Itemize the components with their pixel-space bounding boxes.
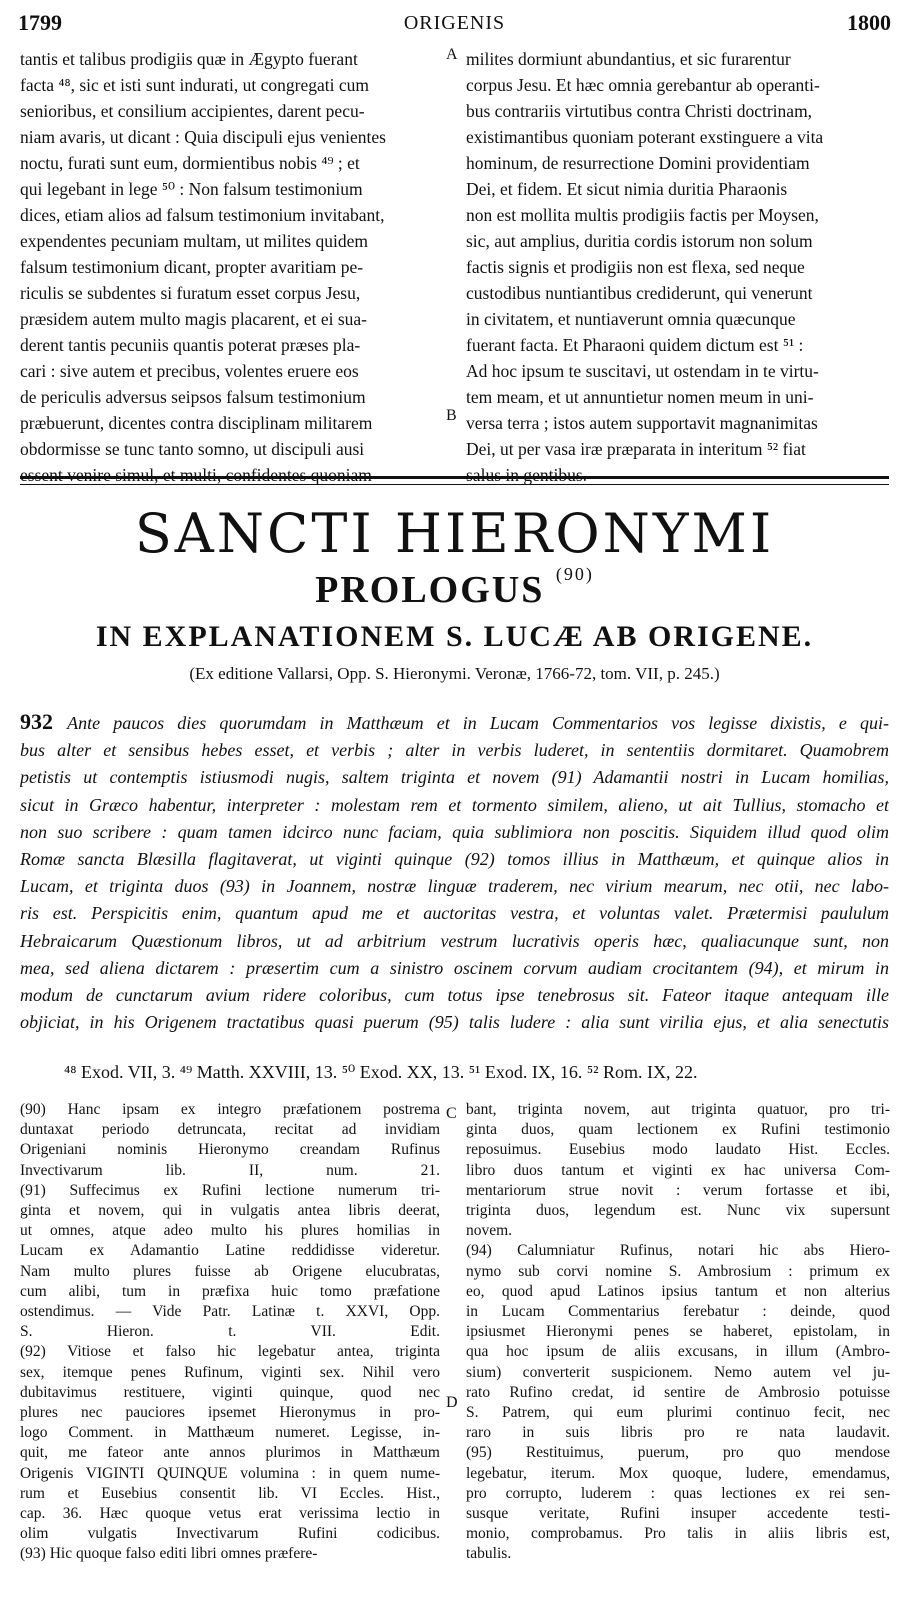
note-line: S. Hieron. t. VII. Edit. xyxy=(20,1323,440,1341)
notes-left-column xyxy=(20,1100,440,1565)
text-line: expendentes pecuniam multam, ut milites quidem xyxy=(20,231,368,251)
margin-marker-c: C xyxy=(446,1105,457,1122)
column-number-marker: 932 xyxy=(20,709,68,734)
note-line: (93) Hic quoque falso editi libri omnes præfere- xyxy=(20,1545,318,1563)
text-line: obdormisse se tunc tanto somno, ut discipuli ausi xyxy=(20,439,365,459)
prologue-line: bus alter et sensibus hebes esset, et verbis ; alter in verbis luderet, in sententiis dormitaret. Quamobrem xyxy=(20,740,889,761)
prologue-line: Hebraicarum Quæstionum libros, ut ad arbitrium vestrum lucrativis operis hæc, qualiacunque sunt, non xyxy=(20,930,889,951)
section-divider xyxy=(20,476,889,479)
text-line: Dei, ut per vasa iræ præparata in interitum ⁵² fiat xyxy=(466,439,806,459)
text-line: bus contrariis virtutibus contra Christi doctrinam, xyxy=(466,101,813,121)
text-line: facta ⁴⁸, sic et isti sunt indurati, ut congregati cum xyxy=(20,75,369,95)
note-line: (94) Calumniatur Rufinus, notari hic abs Hiero- xyxy=(466,1242,890,1260)
edition-note: (Ex editione Vallarsi, Opp. S. Hieronymi. Veronæ, 1766-72, tom. VII, p. 245.) xyxy=(189,664,720,683)
note-line: nymo sub corvi nomine S. Ambrosium : primum ex xyxy=(466,1262,890,1280)
title-line-1: SANCTI HIERONYMI xyxy=(134,502,775,565)
prologue-line-text: Ante paucos dies quorumdam in Matthæum et in Lucam Commentarios vos legisse dixistis, e qui- xyxy=(67,713,889,733)
note-line: cap. 36. Hæc quoque vetus erat verissima lectio in xyxy=(20,1505,440,1523)
note-line: ipsiusmet Hieronymi penes se haberet, epistolam, in xyxy=(466,1323,890,1341)
note-line: pro corrupto, luderem : quas lectiones ex rei sen- xyxy=(466,1484,890,1502)
prologue-line: petistis ut contemptis istiusmodi nugis, saltem triginta et novem (91) Adamantii nostri in Lucam homilias, xyxy=(20,767,889,788)
note-line: sium) converterit suspicionem. Nemo autem vel ju- xyxy=(466,1363,890,1381)
text-line: præsidem autem multo magis placarent, et ei sua- xyxy=(20,309,367,329)
section-divider-thin xyxy=(20,484,889,485)
text-line: riculis se subdentes si furatum esset corpus Jesu, xyxy=(20,283,361,303)
note-line: (90) Hanc ipsam ex integro præfationem postrema xyxy=(20,1101,440,1118)
margin-marker-b: B xyxy=(446,407,457,424)
note-line: libro duos tantum et viginti ex hac universa Com- xyxy=(466,1161,890,1179)
text-line: in civitatem, et nuntiaverunt omnia quæcunque xyxy=(466,309,796,329)
note-line: mentariorum strue novit : verum fortasse et ibi, xyxy=(466,1181,890,1199)
text-line: milites dormiunt abundantius, et sic furarentur xyxy=(466,49,791,69)
title-footnote-ref: (90) xyxy=(555,564,594,584)
note-line: dubitavimus restituere, viginti quinque, quod nec xyxy=(20,1383,440,1401)
top-right-column xyxy=(466,46,890,488)
note-line: legebatur, iterum. Mox quoque, ludere, emendamus, xyxy=(466,1464,890,1482)
note-line: eo, quod apud Latinos ipsius tantum et non alterius xyxy=(466,1282,890,1300)
note-line: Lucam ex Adamantio Latine reddidisse videretur. xyxy=(20,1242,440,1260)
text-line: existimantibus quoniam poterant exstinguere a vita xyxy=(466,127,824,147)
text-line: præbuerunt, dicentes contra disciplinam militarem xyxy=(20,413,373,433)
note-line: Origenis VIGINTI QUINQUE volumina : in quem nume- xyxy=(20,1464,440,1482)
note-line: logo Comment. in Matthæum numeret. Legisse, in- xyxy=(20,1424,440,1442)
running-header xyxy=(18,10,891,40)
margin-marker-a: A xyxy=(446,46,458,63)
prologue-line: Romæ sancta Blæsilla flagitaverat, ut viginti quinque (92) tomos illius in Matthæum, et quinque alios in xyxy=(20,849,889,870)
column-number-right: 1800 xyxy=(847,10,891,35)
text-line: versa terra ; istos autem supportavit magnanimitas xyxy=(466,413,818,433)
prologue-line: sicut in Græco habentur, interpreter : molestam rem et tormento similem, alieno, ut ait Tullius, stomacho et xyxy=(20,794,889,815)
note-line: cum alibi, tum in præfixa huic tomo præfatione xyxy=(20,1282,440,1300)
text-line: custodibus nuntiantibus crediderunt, qui venerunt xyxy=(466,283,813,303)
text-line: falsum testimonium dicant, propter avaritiam pe- xyxy=(20,257,364,277)
running-title: ORIGENIS xyxy=(403,12,506,34)
note-line: tabulis. xyxy=(466,1545,512,1563)
title-line-2 xyxy=(0,564,909,612)
notes-right-column xyxy=(466,1100,890,1565)
note-line: ginta et novem, qui in vulgatis antea libris deerat, xyxy=(20,1202,440,1220)
column-number-left: 1799 xyxy=(18,10,62,35)
note-line: qua hoc ipsum de aliis excusans, in illum (Ambro- xyxy=(466,1343,890,1361)
top-left-column xyxy=(20,46,442,488)
note-line: Invectivarum lib. II, num. 21. xyxy=(20,1161,440,1179)
text-line: non est mollita multis prodigiis factis per Moysen, xyxy=(466,205,819,225)
prologue-line: non suo scribere : quam tamen idcirco nunc faciam, quia sublimiora non poscitis. Siquidem illud quod olim xyxy=(20,821,889,842)
text-line: corpus Jesu. Et hæc omnia gerebantur ab operanti- xyxy=(466,75,820,95)
text-line: cari : sive autem et precibus, volentes eruere eos xyxy=(20,361,359,381)
note-line: Nam multo plures fuisse ab Origene elucubratas, xyxy=(20,1262,440,1280)
text-line: derent tantis pecuniis quantis poterat præses pla- xyxy=(20,335,361,355)
note-line: (95) Restituimus, puerum, pro quo mendose xyxy=(466,1444,890,1462)
note-line: ginta duos, quam lectionem ex Rufini testimonio xyxy=(466,1121,890,1139)
title-prologus: PROLOGUS xyxy=(315,569,545,611)
prologue-line: ris est. Perspicitis enim, quantum apud me et auctoritas vestra, et voluntas valet. Prætermisi paululum xyxy=(20,903,889,924)
prologue-line: modum de cunctarum avium ridere coloribus, cum totus ipse tenebrosus sit. Fateor itaque antequam ille xyxy=(20,985,889,1006)
title-line-3: IN EXPLANATIONEM S. LUCÆ AB ORIGENE. xyxy=(95,620,814,653)
scripture-references: ⁴⁸ Exod. VII, 3. ⁴⁹ Matth. XXVIII, 13. ⁵⁰ Exod. XX, 13. ⁵¹ Exod. IX, 16. ⁵² Rom. IX, 22. xyxy=(64,1062,698,1082)
text-line: noctu, furati sunt eum, dormientibus nobis ⁴⁹ ; et xyxy=(20,153,360,173)
note-line: bant, triginta novem, aut triginta quatuor, pro tri- xyxy=(466,1101,890,1118)
text-line: dices, etiam alios ad falsum testimonium invitabant, xyxy=(20,205,385,225)
note-line: triginta duos, legendum est. Nunc vix supersunt xyxy=(466,1202,890,1220)
note-line: ut omnes, atque adeo multo his plures homilias in xyxy=(20,1222,440,1240)
prologue-line: objiciat, in his Origenem tractatibus quasi puerum (95) talis ludere : alia sunt virilia ejus, et alia senectutis xyxy=(20,1012,889,1033)
note-line: in Lucam Commentarius ferebatur : deinde, quod xyxy=(466,1303,890,1321)
text-line: Ad hoc ipsum te suscitavi, ut ostendam in te virtu- xyxy=(466,361,819,381)
note-line: ostendimus. — Vide Patr. Latinæ t. XXVI, Opp. xyxy=(20,1303,440,1321)
text-line: essent venire simul, et multi, confidentes quoniam xyxy=(20,465,372,485)
text-line: niam avaris, ut dicant : Quia discipuli ejus venientes xyxy=(20,127,386,147)
text-line: de periculis adversus seipsos falsum testimonium xyxy=(20,387,366,407)
note-line: (91) Suffecimus ex Rufini lectione numerum tri- xyxy=(20,1181,440,1199)
text-line: qui legebant in lege ⁵⁰ : Non falsum testimonium xyxy=(20,179,363,199)
text-line: hominum, de resurrectione Domini providentiam xyxy=(466,153,810,173)
prologue-line: mea, sed aliena dictarem : præsertim cum a sinistro oscinem corvum audiam crocitantem (94), et mirum in xyxy=(20,957,889,978)
text-line: tantis et talibus prodigiis quæ in Ægypto fuerant xyxy=(20,49,358,69)
text-line: tem meam, et ut annuntietur nomen meum in uni- xyxy=(466,387,814,407)
text-line: senioribus, et consilium accipientes, darent pecu- xyxy=(20,101,365,121)
note-line: reposuimus. Eusebius modo laudato Hist. Eccles. xyxy=(466,1141,890,1159)
note-line: raro in suis libris pro re nata laudavit. xyxy=(466,1424,890,1442)
text-line: Dei, et fidem. Et sicut nimia duritia Pharaonis xyxy=(466,179,788,199)
note-line: sex, itemque penes Rufinum, viginti sex. Nihil vero xyxy=(20,1363,440,1381)
note-line: plures nec pauciores ipsemet Hieronymus in pro- xyxy=(20,1404,440,1422)
text-line: factis signis et prodigiis non est flexa, sed neque xyxy=(466,257,805,277)
note-line: susque veritate, Rufini insuper accedente testi- xyxy=(466,1505,890,1523)
note-line: S. Patrem, qui eum plurimi continuo fecit, nec xyxy=(466,1404,890,1422)
note-line: duntaxat periodo detruncata, recitat ad invidiam xyxy=(20,1121,440,1139)
note-line: rato Rufino credat, id sentire de Ambrosio potuisse xyxy=(466,1383,890,1401)
text-line: salus in gentibus. xyxy=(466,465,588,485)
note-line: novem. xyxy=(466,1222,513,1240)
margin-marker-d: D xyxy=(446,1394,458,1411)
text-line: fuerant facta. Et Pharaoni quidem dictum est ⁵¹ : xyxy=(466,335,804,355)
text-line: sic, aut amplius, duritia cordis istorum non solum xyxy=(466,231,813,251)
note-line: quit, me fateor ante annos plurimos in Matthæum xyxy=(20,1444,440,1462)
prologue-line: Lucam, et triginta duos (93) in Joannem, nostræ linguæ traderem, nec virium mearum, nec otii, nec labo- xyxy=(20,876,889,897)
prologue-text xyxy=(20,708,889,1036)
note-line: (92) Vitiose et falso hic legebatur antea, triginta xyxy=(20,1343,440,1361)
note-line: rum et Eusebius consentit lib. VI Eccles. Hist., xyxy=(20,1484,440,1502)
note-line: olim vulgatis Invectivarum Rufini codicibus. xyxy=(20,1525,440,1543)
prologue-line xyxy=(20,708,889,737)
note-line: monio, comprobamus. Pro talis in aliis libris est, xyxy=(466,1525,890,1543)
note-line: Origeniani nominis Hieronymo creandam Rufinus xyxy=(20,1141,440,1159)
